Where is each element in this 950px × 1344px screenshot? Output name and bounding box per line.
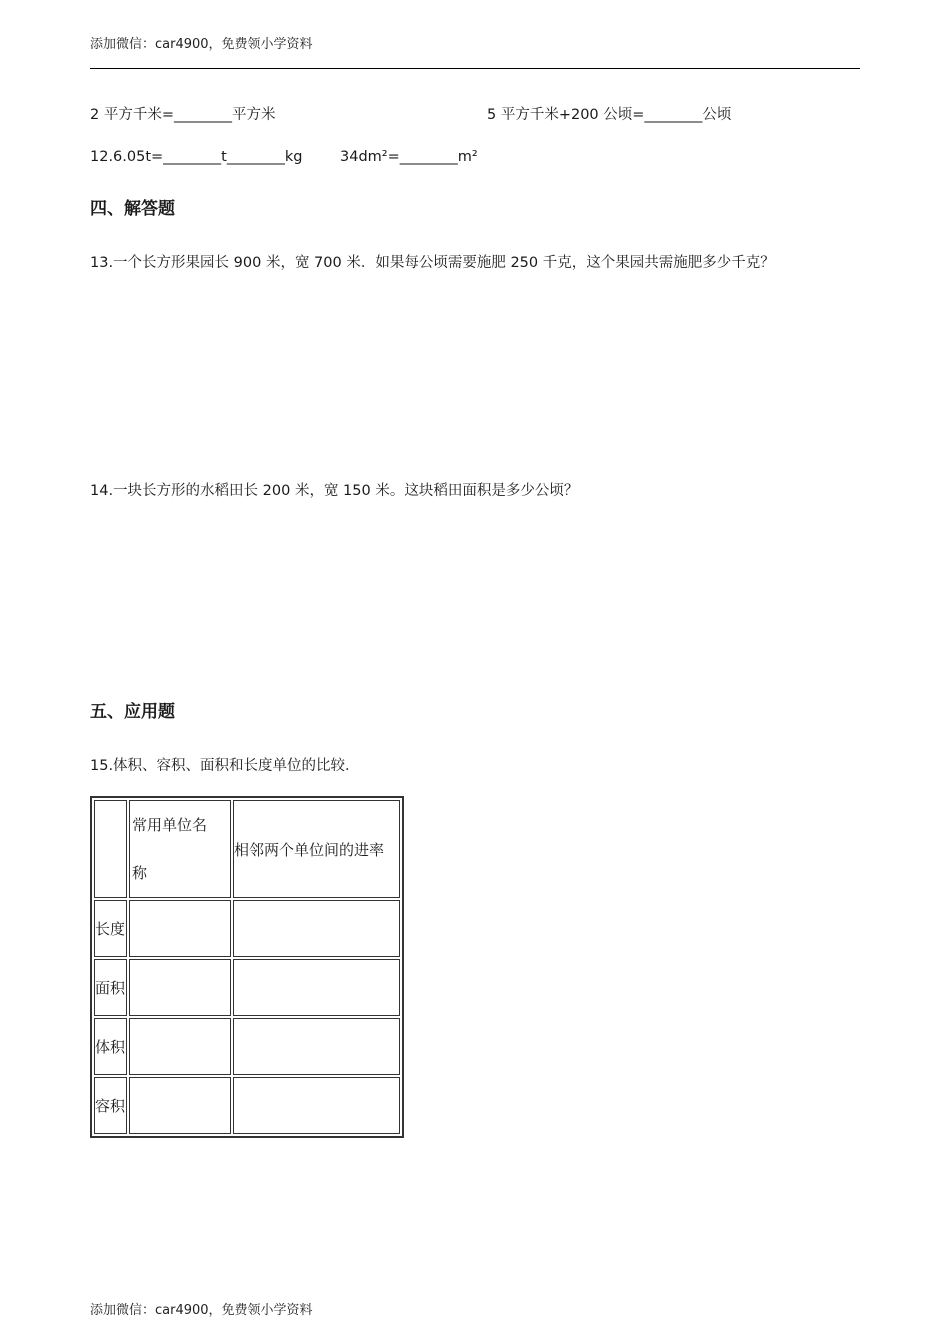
- header-unit-names-line1: 常用单位名: [132, 816, 208, 834]
- question-14: 14.一块长方形的水稻田长 200 米，宽 150 米。这块稻田面积是多少公顷？: [90, 483, 579, 499]
- fill-blank-a-prefix: 2 平方千米=: [90, 107, 174, 123]
- row-label-capacity: 容积: [94, 1077, 127, 1134]
- row-capacity-rate-cell: [233, 1077, 400, 1134]
- row-area-units-cell: [129, 959, 231, 1016]
- fill-blank-b: [487, 103, 731, 124]
- table-header-row: [94, 800, 400, 898]
- fill-blank-d: 34dm²=________m²: [340, 149, 478, 165]
- row-volume-rate-cell: [233, 1018, 400, 1075]
- fill-blank-b-prefix: 5 平方千米+200 公顷=: [487, 107, 645, 123]
- table-row: [94, 1077, 400, 1134]
- question-15: 15.体积、容积、面积和长度单位的比较．: [90, 758, 360, 774]
- header-divider: [90, 68, 860, 69]
- row-length-rate-cell: [233, 900, 400, 957]
- units-comparison-table: [90, 796, 404, 1138]
- table-row: [94, 1018, 400, 1075]
- row-label-volume: 体积: [94, 1018, 127, 1075]
- header-unit-names-line2: 称: [132, 864, 148, 882]
- row-length-units-cell: [129, 900, 231, 957]
- row-label-area: 面积: [94, 959, 127, 1016]
- section-4-title: 四、解答题: [90, 199, 175, 219]
- row-volume-units-cell: [129, 1018, 231, 1075]
- table-row: [94, 900, 400, 957]
- fill-blank-b-blank: ________: [644, 107, 703, 123]
- fill-blank-a-blank: ________: [173, 107, 232, 123]
- fill-blank-a-suffix: 平方米: [231, 107, 276, 123]
- page-footer: 添加微信：car4900，免费领小学资料: [90, 1303, 313, 1318]
- page-header: 添加微信：car4900，免费领小学资料: [90, 37, 313, 52]
- row-capacity-units-cell: [129, 1077, 231, 1134]
- row-label-length: 长度: [94, 900, 127, 957]
- row-area-rate-cell: [233, 959, 400, 1016]
- table-row: [94, 959, 400, 1016]
- table-corner-cell: [94, 800, 127, 898]
- fill-blank-c: 12.6.05t=________t________kg: [90, 149, 303, 165]
- fill-blank-b-suffix: 公顷: [702, 107, 732, 123]
- section-5-title: 五、应用题: [90, 702, 175, 722]
- fill-blank-a: [90, 103, 275, 124]
- question-13: 13.一个长方形果园长 900 米，宽 700 米．如果每公顷需要施肥 250 千克，这个果园共需施肥多少千克？: [90, 255, 775, 271]
- header-unit-names-cell: [129, 800, 231, 898]
- header-rate-cell: 相邻两个单位间的进率: [233, 800, 400, 898]
